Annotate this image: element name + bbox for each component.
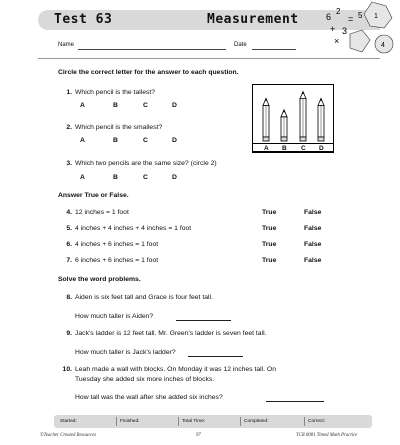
pencil-labels [252, 143, 334, 153]
item-number: 6. [66, 241, 72, 248]
item-text: 4 inches + 4 inches + 4 inches = 1 foot [75, 225, 192, 232]
option-a[interactable]: A [80, 174, 85, 181]
pencil-label-a: A [264, 145, 269, 152]
completed-label: Completed: [244, 419, 269, 424]
option-d[interactable]: D [172, 102, 177, 109]
pencil-b [281, 110, 287, 141]
problem-text: Aiden is six feet tall and Grace is four feet tall. [75, 294, 213, 301]
pencil-label-c: C [301, 145, 306, 152]
option-b[interactable]: B [113, 102, 118, 109]
name-label: Name [58, 42, 75, 48]
item-text: 12 inches = 1 foot [75, 209, 129, 216]
problem-question: How tall was the wall after she added six inches? [75, 394, 223, 401]
problem-text: Tuesday she added six more inches of blocks. [75, 376, 215, 383]
name-line[interactable] [78, 49, 226, 50]
deco-symbol: + [330, 24, 336, 34]
divider [240, 417, 241, 426]
problem-question: How much taller is Jack's ladder? [75, 349, 176, 356]
divider [178, 417, 179, 426]
deco-symbol: 6 [326, 12, 332, 22]
true-option[interactable]: True [262, 257, 277, 264]
option-c[interactable]: C [143, 174, 148, 181]
option-b[interactable]: B [113, 137, 118, 144]
problem-text: Jack's ladder is 12 feet tall. Mr. Green's ladder is seven feet tall. [75, 330, 267, 337]
false-option[interactable]: False [304, 241, 322, 248]
page-number: 97 [196, 433, 201, 438]
problem-number: 9. [66, 330, 72, 337]
divider [304, 417, 305, 426]
book-title: TCR 8081 Timed Math Practice [296, 433, 358, 438]
started-label: Started: [60, 419, 77, 424]
test-title: Test 63 [54, 12, 113, 27]
pencils-illustration [253, 85, 333, 143]
true-option[interactable]: True [262, 225, 277, 232]
section1-instruction: Circle the correct letter for the answer to each question. [58, 69, 239, 76]
section3-instruction: Solve the word problems. [58, 276, 141, 283]
option-c[interactable]: C [143, 102, 148, 109]
deco-symbol: 1 [374, 13, 378, 20]
item-number: 7. [66, 257, 72, 264]
pencil-picture [252, 84, 334, 152]
answer-line-9[interactable] [188, 356, 243, 357]
option-d[interactable]: D [172, 174, 177, 181]
copyright: ©Teacher Created Resources [40, 433, 97, 438]
item-text: 4 inches + 6 inches = 1 foot [75, 241, 159, 248]
total-time-label: Total Time: [182, 419, 206, 424]
item-number: 5. [66, 225, 72, 232]
deco-symbol: 2 [336, 7, 341, 16]
problem-question: How much taller is Aiden? [75, 313, 154, 320]
date-label: Date [234, 42, 247, 48]
question-number: 2. [66, 124, 72, 131]
option-a[interactable]: A [80, 102, 85, 109]
option-d[interactable]: D [172, 137, 177, 144]
subject-title: Measurement [207, 12, 299, 27]
question-text: Which pencil is the smallest? [75, 124, 163, 131]
problem-text: Leah made a wall with blocks. On Monday it was 12 inches tall. On [75, 366, 276, 373]
false-option[interactable]: False [304, 257, 322, 264]
pencil-a [263, 98, 269, 141]
deco-symbol: = [348, 14, 354, 24]
option-a[interactable]: A [80, 137, 85, 144]
deco-symbol: 5 [358, 11, 363, 20]
date-line[interactable] [252, 49, 296, 50]
correct-label: Correct: [308, 419, 326, 424]
item-number: 4. [66, 209, 72, 216]
question-text: Which two pencils are the same size? (circle 2) [75, 160, 217, 167]
deco-symbol: × [334, 36, 340, 46]
answer-line-10[interactable] [266, 401, 324, 402]
pencil-d [318, 98, 324, 141]
answer-line-8[interactable] [176, 320, 231, 321]
score-bar [54, 415, 372, 428]
question-number: 1. [66, 89, 72, 96]
question-text: Which pencil is the tallest? [75, 89, 156, 96]
option-b[interactable]: B [113, 174, 118, 181]
pencil-label-b: B [282, 145, 287, 152]
problem-number: 10. [62, 366, 72, 373]
section2-instruction: Answer True or False. [58, 192, 129, 199]
question-number: 3. [66, 160, 72, 167]
pencil-c [300, 92, 306, 141]
problem-number: 8. [66, 294, 72, 301]
finished-label: Finished: [120, 419, 140, 424]
pencil-label-d: D [319, 145, 324, 152]
header-rule [38, 58, 380, 59]
false-option[interactable]: False [304, 209, 322, 216]
divider [116, 417, 117, 426]
true-option[interactable]: True [262, 241, 277, 248]
deco-symbol: 3 [342, 26, 348, 36]
false-option[interactable]: False [304, 225, 322, 232]
deco-symbol: 4 [381, 42, 385, 49]
item-text: 6 inches + 6 inches = 1 foot [75, 257, 159, 264]
true-option[interactable]: True [262, 209, 277, 216]
option-c[interactable]: C [143, 137, 148, 144]
name-date-row [58, 40, 358, 54]
